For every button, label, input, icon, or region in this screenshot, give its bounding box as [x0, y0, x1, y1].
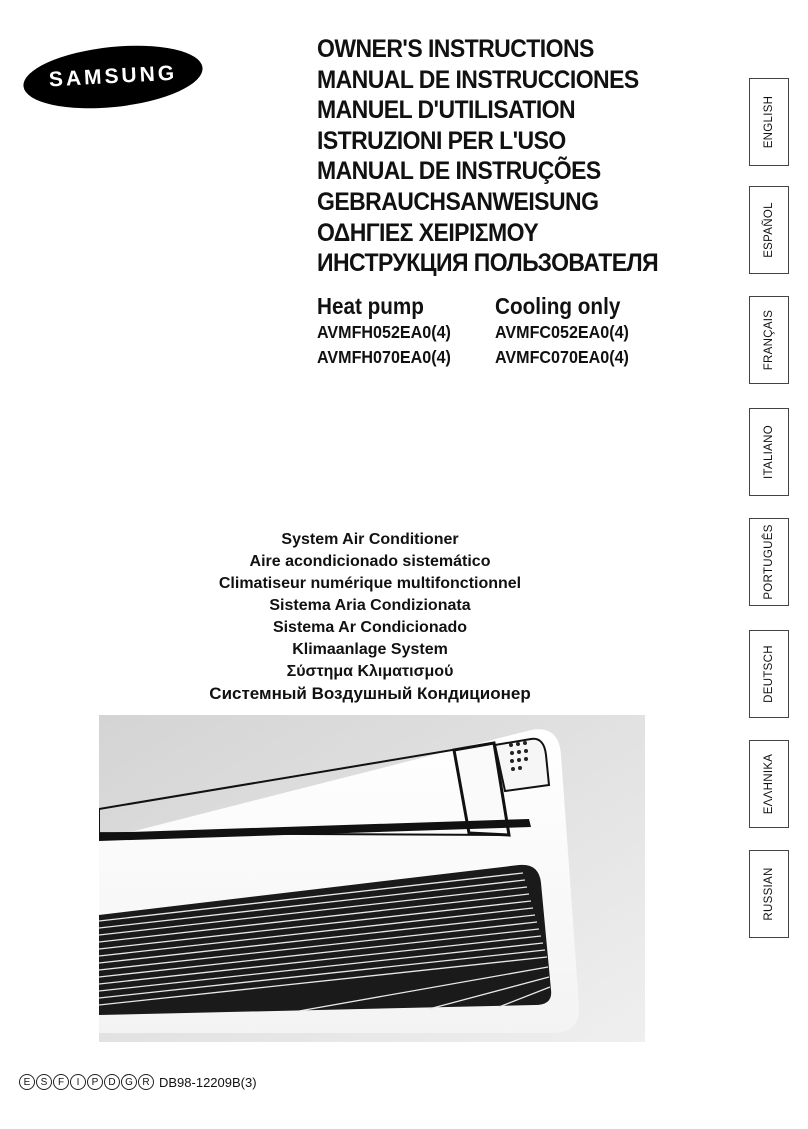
cooling-only-heading: Cooling only [495, 293, 621, 319]
description-line: Klimaanlage System [292, 641, 448, 658]
tab-english[interactable] [749, 78, 789, 166]
description-line: Climatiseur numérique multifonctionnel [218, 575, 522, 592]
tab-german[interactable] [749, 630, 789, 718]
model-code: AVMFC052EA0(4) [495, 322, 629, 342]
language-code: D [104, 1074, 120, 1090]
description-line: Sistema Aria Condizionata [269, 597, 471, 614]
tab-portuguese[interactable] [749, 518, 789, 606]
heat-pump-heading: Heat pump [317, 293, 424, 319]
title-italian: ISTRUZIONI PER L'USO [317, 126, 566, 155]
description-line: Системный Воздушный Кондиционер [209, 684, 531, 703]
language-code: P [87, 1074, 103, 1090]
cooling-only-models [495, 292, 641, 370]
tab-label: FRANÇAIS [763, 309, 775, 371]
air-conditioner-photo [99, 715, 645, 1042]
language-code: F [53, 1074, 69, 1090]
language-code: I [70, 1074, 86, 1090]
title-greek: ΟΔΗΓΙΕΣ ΧΕΙΡΙΣΜΟΥ [317, 218, 539, 247]
model-code: AVMFC070EA0(4) [495, 347, 629, 367]
title-english: OWNER'S INSTRUCTIONS [317, 35, 594, 63]
language-code: R [138, 1074, 154, 1090]
tab-label: ΕΛΛΗΝΙΚΑ [763, 753, 775, 815]
tab-greek[interactable] [749, 740, 789, 828]
tab-spanish[interactable] [749, 186, 789, 274]
title-portuguese: MANUAL DE INSTRUÇÕES [317, 157, 601, 186]
tab-label: PORTUGUÊS [763, 524, 775, 600]
manual-titles [317, 34, 737, 279]
tab-russian[interactable] [749, 850, 789, 938]
language-code: E [19, 1074, 35, 1090]
language-code: G [121, 1074, 137, 1090]
tab-label: DEUTSCH [763, 645, 775, 703]
tab-label: ESPAÑOL [763, 202, 775, 258]
tab-label: ENGLISH [763, 95, 775, 149]
description-line: Sistema Ar Condicionado [272, 619, 468, 636]
description-line: System Air Conditioner [281, 531, 459, 548]
product-descriptions [160, 529, 580, 705]
model-code: AVMFH070EA0(4) [317, 347, 451, 367]
description-line: Aire acondicionado sistemático [249, 553, 491, 570]
tab-italian[interactable] [749, 408, 789, 496]
description-line: Σύστημα Κλιματισμού [286, 663, 454, 680]
tab-label: RUSSIAN [763, 867, 775, 921]
model-code: AVMFH052EA0(4) [317, 322, 451, 342]
language-code: S [36, 1074, 52, 1090]
tab-french[interactable] [749, 296, 789, 384]
title-german: GEBRAUCHSANWEISUNG [317, 187, 599, 216]
title-french: MANUEL D'UTILISATION [317, 96, 576, 125]
samsung-logo [22, 42, 204, 112]
heat-pump-models [317, 292, 463, 370]
title-spanish: MANUAL DE INSTRUCCIONES [317, 65, 639, 94]
footer [19, 1072, 257, 1092]
air-conditioner-illustration [99, 715, 645, 1042]
title-russian: ИНСТРУКЦИЯ ПОЛЬЗОВАТЕЛЯ [317, 249, 659, 278]
document-code: DB98-12209B(3) [159, 1074, 257, 1090]
tab-label: ITALIANO [763, 425, 775, 479]
logo-text: SAMSUNG [48, 61, 178, 92]
